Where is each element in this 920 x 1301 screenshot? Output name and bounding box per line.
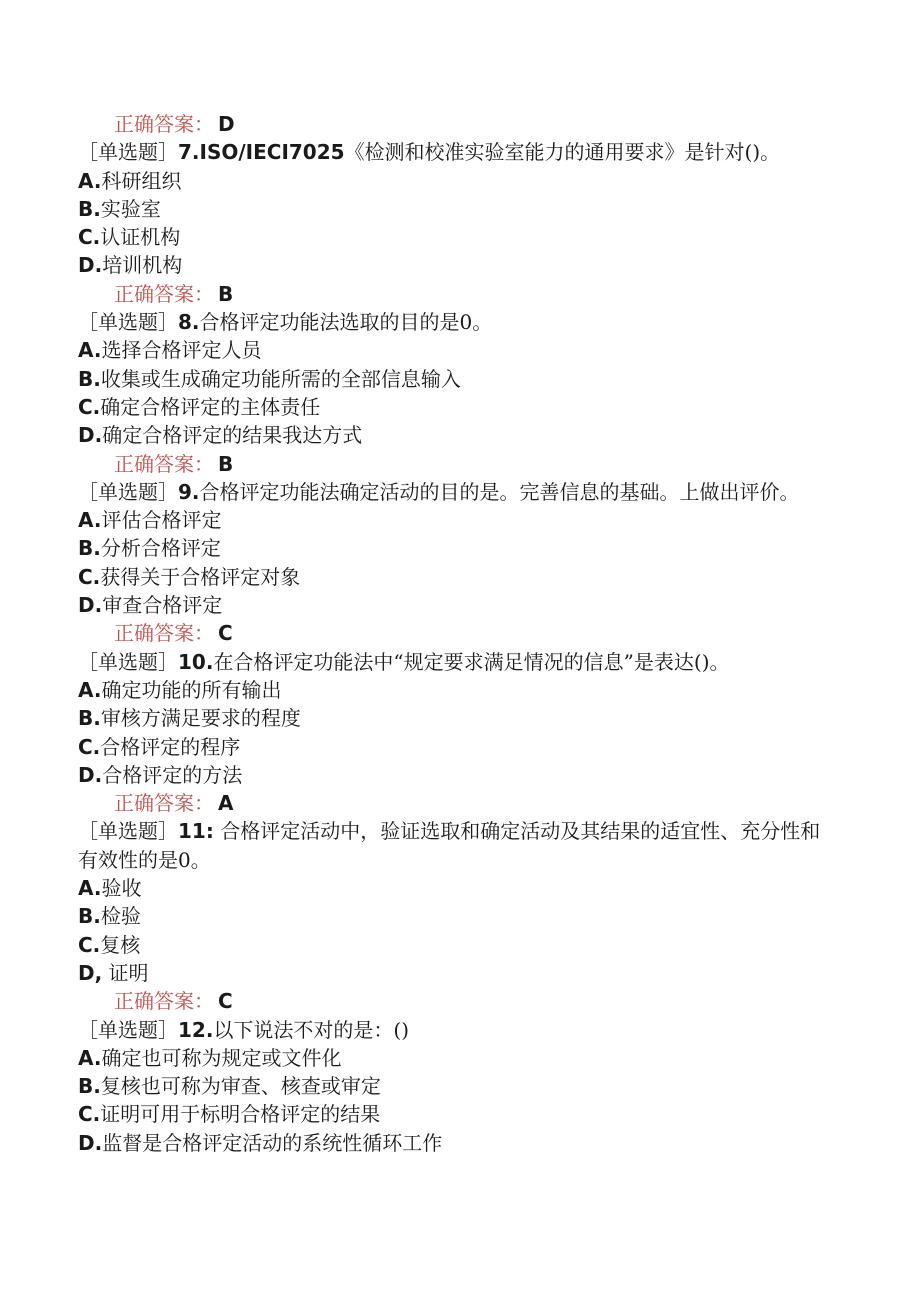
option-text: 分析合格评定 — [100, 536, 221, 561]
option-text: 确定合格评定的主体责任 — [100, 394, 321, 419]
question-7 — [78, 138, 858, 166]
question-text: 合格评定功能法确定活动的目的是。完善信息的基础。上做出评价。 — [199, 479, 800, 504]
answer-value: C — [218, 621, 233, 646]
option-text: 检验 — [100, 904, 141, 929]
answer-line — [78, 619, 858, 647]
option-letter: B. — [78, 706, 101, 731]
option-text: 确定合格评定的结果我达方式 — [102, 423, 363, 448]
option — [78, 506, 858, 534]
question-text: 以下说法不对的是：() — [213, 1017, 410, 1042]
option-letter: B. — [78, 904, 101, 929]
option — [78, 1129, 858, 1157]
option-letter: D. — [78, 1130, 103, 1155]
option-letter: A. — [78, 1045, 102, 1070]
option — [78, 704, 858, 732]
option-letter: A. — [78, 876, 102, 901]
option-text: 复核也可称为审查、核查或审定 — [100, 1074, 381, 1099]
question-number: 8. — [178, 310, 200, 335]
question-10 — [78, 648, 858, 676]
option-letter: A. — [78, 508, 102, 533]
question-text: 合格评定活动中，验证选取和确定活动及其结果的适宜性、充分性和有效性的是0。 — [78, 819, 821, 872]
answer-line — [78, 987, 858, 1015]
answer-label: 正确答案： — [114, 281, 214, 306]
answer-label: 正确答案： — [114, 989, 214, 1014]
option-letter: C. — [78, 564, 101, 589]
option — [78, 902, 858, 930]
answer-value: C — [218, 989, 233, 1014]
option — [78, 251, 858, 279]
option-letter: A. — [78, 168, 102, 193]
question-number: 12. — [178, 1017, 214, 1042]
option-text: 合格评定的方法 — [102, 762, 243, 787]
answer-line — [78, 450, 858, 478]
option-letter: B. — [78, 536, 101, 561]
question-tag: ［单选题］ — [78, 1017, 178, 1042]
question-11 — [78, 817, 838, 874]
question-8 — [78, 308, 858, 336]
option-letter: B. — [78, 366, 101, 391]
option-letter: B. — [78, 1074, 101, 1099]
option-text: 合格评定的程序 — [100, 734, 241, 759]
answer-line — [78, 280, 858, 308]
answer-value: D — [218, 112, 235, 136]
option — [78, 563, 858, 591]
option-text: 复核 — [100, 932, 141, 957]
question-tag: ［单选题］ — [78, 310, 178, 335]
option-letter: B. — [78, 196, 101, 221]
question-number: 10. — [178, 649, 214, 674]
answer-value: B — [218, 451, 234, 476]
answer-line — [78, 789, 858, 817]
option-text: 获得关于合格评定对象 — [100, 564, 301, 589]
exam-page — [78, 110, 858, 1157]
option-text: 培训机构 — [102, 253, 183, 278]
answer-value: A — [218, 791, 234, 816]
option-text: 认证机构 — [100, 225, 181, 250]
option-text: 证明可用于标明合格评定的结果 — [100, 1102, 381, 1127]
question-12 — [78, 1016, 858, 1044]
option — [78, 959, 858, 987]
option — [78, 167, 858, 195]
answer-label: 正确答案： — [114, 791, 214, 816]
option — [78, 874, 858, 902]
option-text: 科研组织 — [101, 168, 182, 193]
question-tag: ［单选题］ — [78, 140, 178, 165]
option-letter: D. — [78, 253, 103, 278]
option-letter: C. — [78, 394, 101, 419]
option — [78, 733, 858, 761]
answer-label: 正确答案： — [114, 451, 214, 476]
option-letter: D. — [78, 762, 103, 787]
option-letter: C. — [78, 932, 101, 957]
question-text: 合格评定功能法选取的目的是0。 — [199, 310, 493, 335]
option-letter: D, — [78, 960, 103, 985]
option — [78, 421, 858, 449]
option-letter: A. — [78, 338, 102, 363]
option-text: 评估合格评定 — [101, 508, 222, 533]
question-tag: ［单选题］ — [78, 649, 178, 674]
option — [78, 195, 858, 223]
option — [78, 931, 858, 959]
option-letter: D. — [78, 423, 103, 448]
option-text: 选择合格评定人员 — [101, 338, 262, 363]
option — [78, 365, 858, 393]
option — [78, 1100, 858, 1128]
option — [78, 591, 858, 619]
question-number: 7.ISO/IECI7025 — [178, 140, 345, 165]
question-number: 11: — [178, 819, 214, 844]
answer-value: B — [218, 281, 234, 306]
option — [78, 1044, 858, 1072]
option-text: 监督是合格评定活动的系统性循环工作 — [102, 1130, 443, 1155]
option-text: 证明 — [102, 960, 149, 985]
option-text: 审核方满足要求的程度 — [100, 706, 301, 731]
option-letter: A. — [78, 677, 102, 702]
option — [78, 223, 858, 251]
option-letter: C. — [78, 1102, 101, 1127]
question-9 — [78, 478, 838, 506]
question-tag: ［单选题］ — [78, 479, 178, 504]
option-text: 验收 — [101, 876, 142, 901]
question-text: 在合格评定功能法中“规定要求满足情况的信息”是表达()。 — [213, 649, 730, 674]
option — [78, 1072, 858, 1100]
option — [78, 336, 858, 364]
option — [78, 676, 858, 704]
option-letter: C. — [78, 734, 101, 759]
question-tag: ［单选题］ — [78, 819, 178, 844]
option-letter: D. — [78, 593, 103, 618]
option-text: 确定也可称为规定或文件化 — [101, 1045, 342, 1070]
option-text: 实验室 — [100, 196, 161, 221]
question-number: 9. — [178, 479, 200, 504]
option-text: 收集或生成确定功能所需的全部信息输入 — [100, 366, 461, 391]
option — [78, 534, 858, 562]
option — [78, 761, 858, 789]
question-text: 《检测和校准实验室能力的通用要求》是针对()。 — [344, 140, 781, 165]
option-text: 确定功能的所有输出 — [101, 677, 282, 702]
option-text: 审查合格评定 — [102, 593, 223, 618]
answer-line — [78, 110, 858, 138]
answer-label: 正确答案： — [114, 112, 214, 136]
option-letter: C. — [78, 225, 101, 250]
option — [78, 393, 858, 421]
answer-label: 正确答案： — [114, 621, 214, 646]
